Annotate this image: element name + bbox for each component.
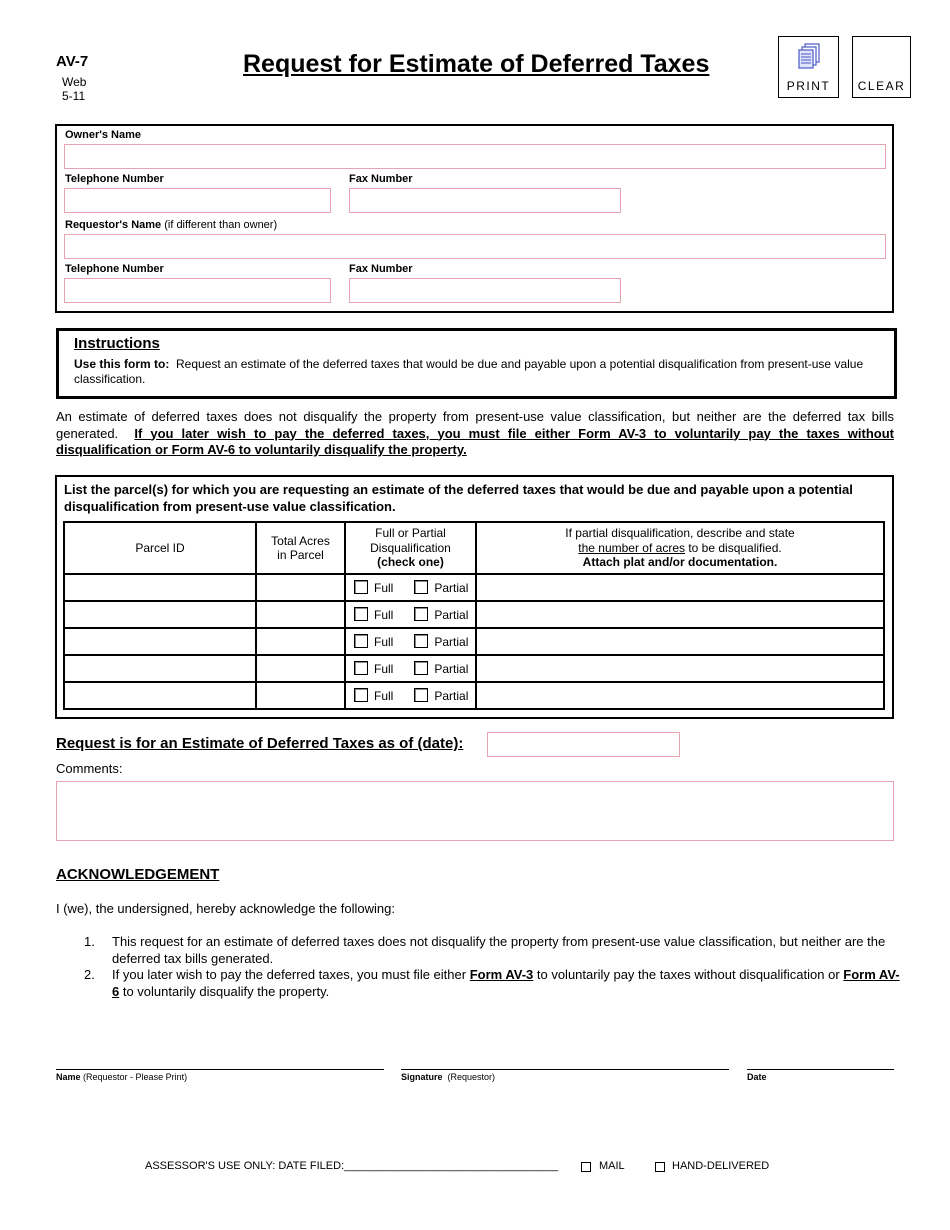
owners-name-field[interactable]: [64, 144, 886, 169]
parcel-row: [64, 574, 884, 601]
parcel-table: [63, 521, 885, 710]
requestor-name-label: Requestor's Name (if different than owner): [65, 219, 278, 231]
acknowledgement-intro: I (we), the undersigned, hereby acknowledge the following:: [56, 901, 395, 916]
signature-line[interactable]: [401, 1069, 729, 1070]
acres-cell[interactable]: [256, 682, 345, 709]
description-header: If partial disqualification, describe and state the number of acres to be disqualified. Attach plat and/or documentation.: [476, 522, 884, 574]
parcel-intro: List the parcel(s) for which you are requesting an estimate of the deferred taxes that would be due and payable upon a potential disqualification from present-use value classification.: [64, 482, 853, 514]
parcel-row: [64, 628, 884, 655]
parcel-id-cell[interactable]: [64, 574, 256, 601]
ack-item-1-text: This request for an estimate of deferred taxes does not disqualify the property from present-use value classification, but neither are the deferred tax bills generated.: [112, 934, 886, 966]
fax-field[interactable]: [349, 188, 621, 213]
parcel-id-cell[interactable]: [64, 601, 256, 628]
comments-field[interactable]: [56, 781, 894, 841]
name-line[interactable]: [56, 1069, 384, 1070]
partial-label: Partial: [434, 662, 469, 676]
description-cell[interactable]: [476, 601, 884, 628]
date-line[interactable]: [747, 1069, 894, 1070]
full-label: Full: [374, 635, 394, 649]
telephone-field[interactable]: [64, 188, 331, 213]
as-of-date-label: Request is for an Estimate of Deferred Taxes as of (date):: [56, 735, 464, 752]
print-button-label: PRINT: [786, 79, 831, 93]
requestor-fax-field[interactable]: [349, 278, 621, 303]
full-checkbox[interactable]: [354, 607, 368, 621]
partial-option: [414, 607, 468, 622]
partial-checkbox[interactable]: [414, 607, 428, 621]
partial-option: [414, 661, 468, 676]
acres-cell[interactable]: [256, 574, 345, 601]
ack-item-1-number: 1.: [84, 934, 95, 949]
parcel-row: [64, 682, 884, 709]
as-of-date-field[interactable]: [487, 732, 680, 757]
clear-button-label: CLEAR: [857, 79, 906, 93]
description-cell[interactable]: [476, 682, 884, 709]
parcel-row: [64, 655, 884, 682]
full-checkbox[interactable]: [354, 661, 368, 675]
parcel-id-cell[interactable]: [64, 682, 256, 709]
notice-paragraph: An estimate of deferred taxes does not disqualify the property from present-use value classification, but neither are the deferred tax bills generated. If you later wish to pay the deferred taxes, you must file either Form AV-3 to voluntarily pay the taxes without disqualification or Form AV-6 to voluntarily disqualify the property.: [56, 409, 894, 457]
partial-label: Partial: [434, 635, 469, 649]
full-label: Full: [374, 581, 394, 595]
clear-button[interactable]: [852, 36, 911, 98]
hand-delivered-checkbox[interactable]: [655, 1162, 665, 1172]
full-checkbox[interactable]: [354, 688, 368, 702]
disqualification-cell: [345, 682, 476, 709]
instructions-text: Use this form to: Request an estimate of the deferred taxes that would be due and payable upon a potential disqualification from present-use value classification.: [74, 357, 864, 386]
disqualification-cell: [345, 655, 476, 682]
partial-checkbox[interactable]: [414, 688, 428, 702]
ack-item-2-text: If you later wish to pay the deferred taxes, you must file either Form AV-3 to voluntarily pay the taxes without disqualification or Form AV-6 to voluntarily disqualify the property.: [112, 967, 900, 999]
acres-cell[interactable]: [256, 655, 345, 682]
disqualification-cell: [345, 574, 476, 601]
parcel-row: [64, 601, 884, 628]
full-label: Full: [374, 689, 394, 703]
full-checkbox[interactable]: [354, 580, 368, 594]
partial-checkbox[interactable]: [414, 661, 428, 675]
requestor-name-note: (if different than owner): [164, 219, 278, 231]
print-button[interactable]: [778, 36, 839, 98]
form-web-tag: Web: [62, 75, 87, 89]
partial-option: [414, 634, 468, 649]
fax-label: Fax Number: [349, 173, 413, 185]
name-label: Name (Requestor - Please Print): [56, 1072, 188, 1082]
description-cell[interactable]: [476, 655, 884, 682]
parcel-id-cell[interactable]: [64, 655, 256, 682]
hand-delivered-label: HAND-DELIVERED: [672, 1160, 770, 1172]
owners-name-label: Owner's Name: [65, 129, 141, 141]
full-option: [354, 607, 393, 622]
full-label: Full: [374, 608, 394, 622]
full-checkbox[interactable]: [354, 634, 368, 648]
acres-cell[interactable]: [256, 628, 345, 655]
assessor-use-text: ASSESSOR'S USE ONLY: DATE FILED:___________________________________: [145, 1160, 559, 1172]
parcel-id-header: Parcel ID: [64, 522, 256, 574]
disqualification-cell: [345, 601, 476, 628]
full-option: [354, 661, 393, 676]
requestor-fax-label: Fax Number: [349, 263, 413, 275]
disqualification-header: Full or Partial Disqualification (check one): [345, 522, 476, 574]
form-av3-link: Form AV-3: [469, 967, 534, 982]
acres-cell[interactable]: [256, 601, 345, 628]
acknowledgement-title: ACKNOWLEDGEMENT: [56, 866, 220, 883]
form-av6-link: Form AV-6: [112, 967, 900, 999]
acres-header: Total Acres in Parcel: [256, 522, 345, 574]
date-label: Date: [747, 1072, 767, 1082]
partial-label: Partial: [434, 689, 469, 703]
partial-checkbox[interactable]: [414, 580, 428, 594]
full-option: [354, 688, 393, 703]
comments-label: Comments:: [56, 761, 123, 776]
instructions-title: Instructions: [74, 335, 160, 352]
mail-checkbox[interactable]: [581, 1162, 591, 1172]
partial-label: Partial: [434, 581, 469, 595]
mail-label: MAIL: [599, 1160, 625, 1172]
ack-item-2-number: 2.: [84, 967, 95, 982]
print-icon: [796, 43, 822, 71]
form-version: 5-11: [62, 89, 86, 103]
partial-option: [414, 580, 468, 595]
page-title: Request for Estimate of Deferred Taxes: [243, 50, 710, 78]
requestor-telephone-field[interactable]: [64, 278, 331, 303]
description-cell[interactable]: [476, 574, 884, 601]
partial-option: [414, 688, 468, 703]
full-option: [354, 580, 393, 595]
telephone-label: Telephone Number: [65, 173, 164, 185]
full-option: [354, 634, 393, 649]
full-label: Full: [374, 662, 394, 676]
requestor-name-field[interactable]: [64, 234, 886, 259]
form-code: AV-7: [56, 53, 89, 70]
parcel-id-cell[interactable]: [64, 628, 256, 655]
partial-label: Partial: [434, 608, 469, 622]
partial-checkbox[interactable]: [414, 634, 428, 648]
requestor-telephone-label: Telephone Number: [65, 263, 164, 275]
disqualification-cell: [345, 628, 476, 655]
description-cell[interactable]: [476, 628, 884, 655]
signature-label: Signature (Requestor): [401, 1072, 496, 1082]
